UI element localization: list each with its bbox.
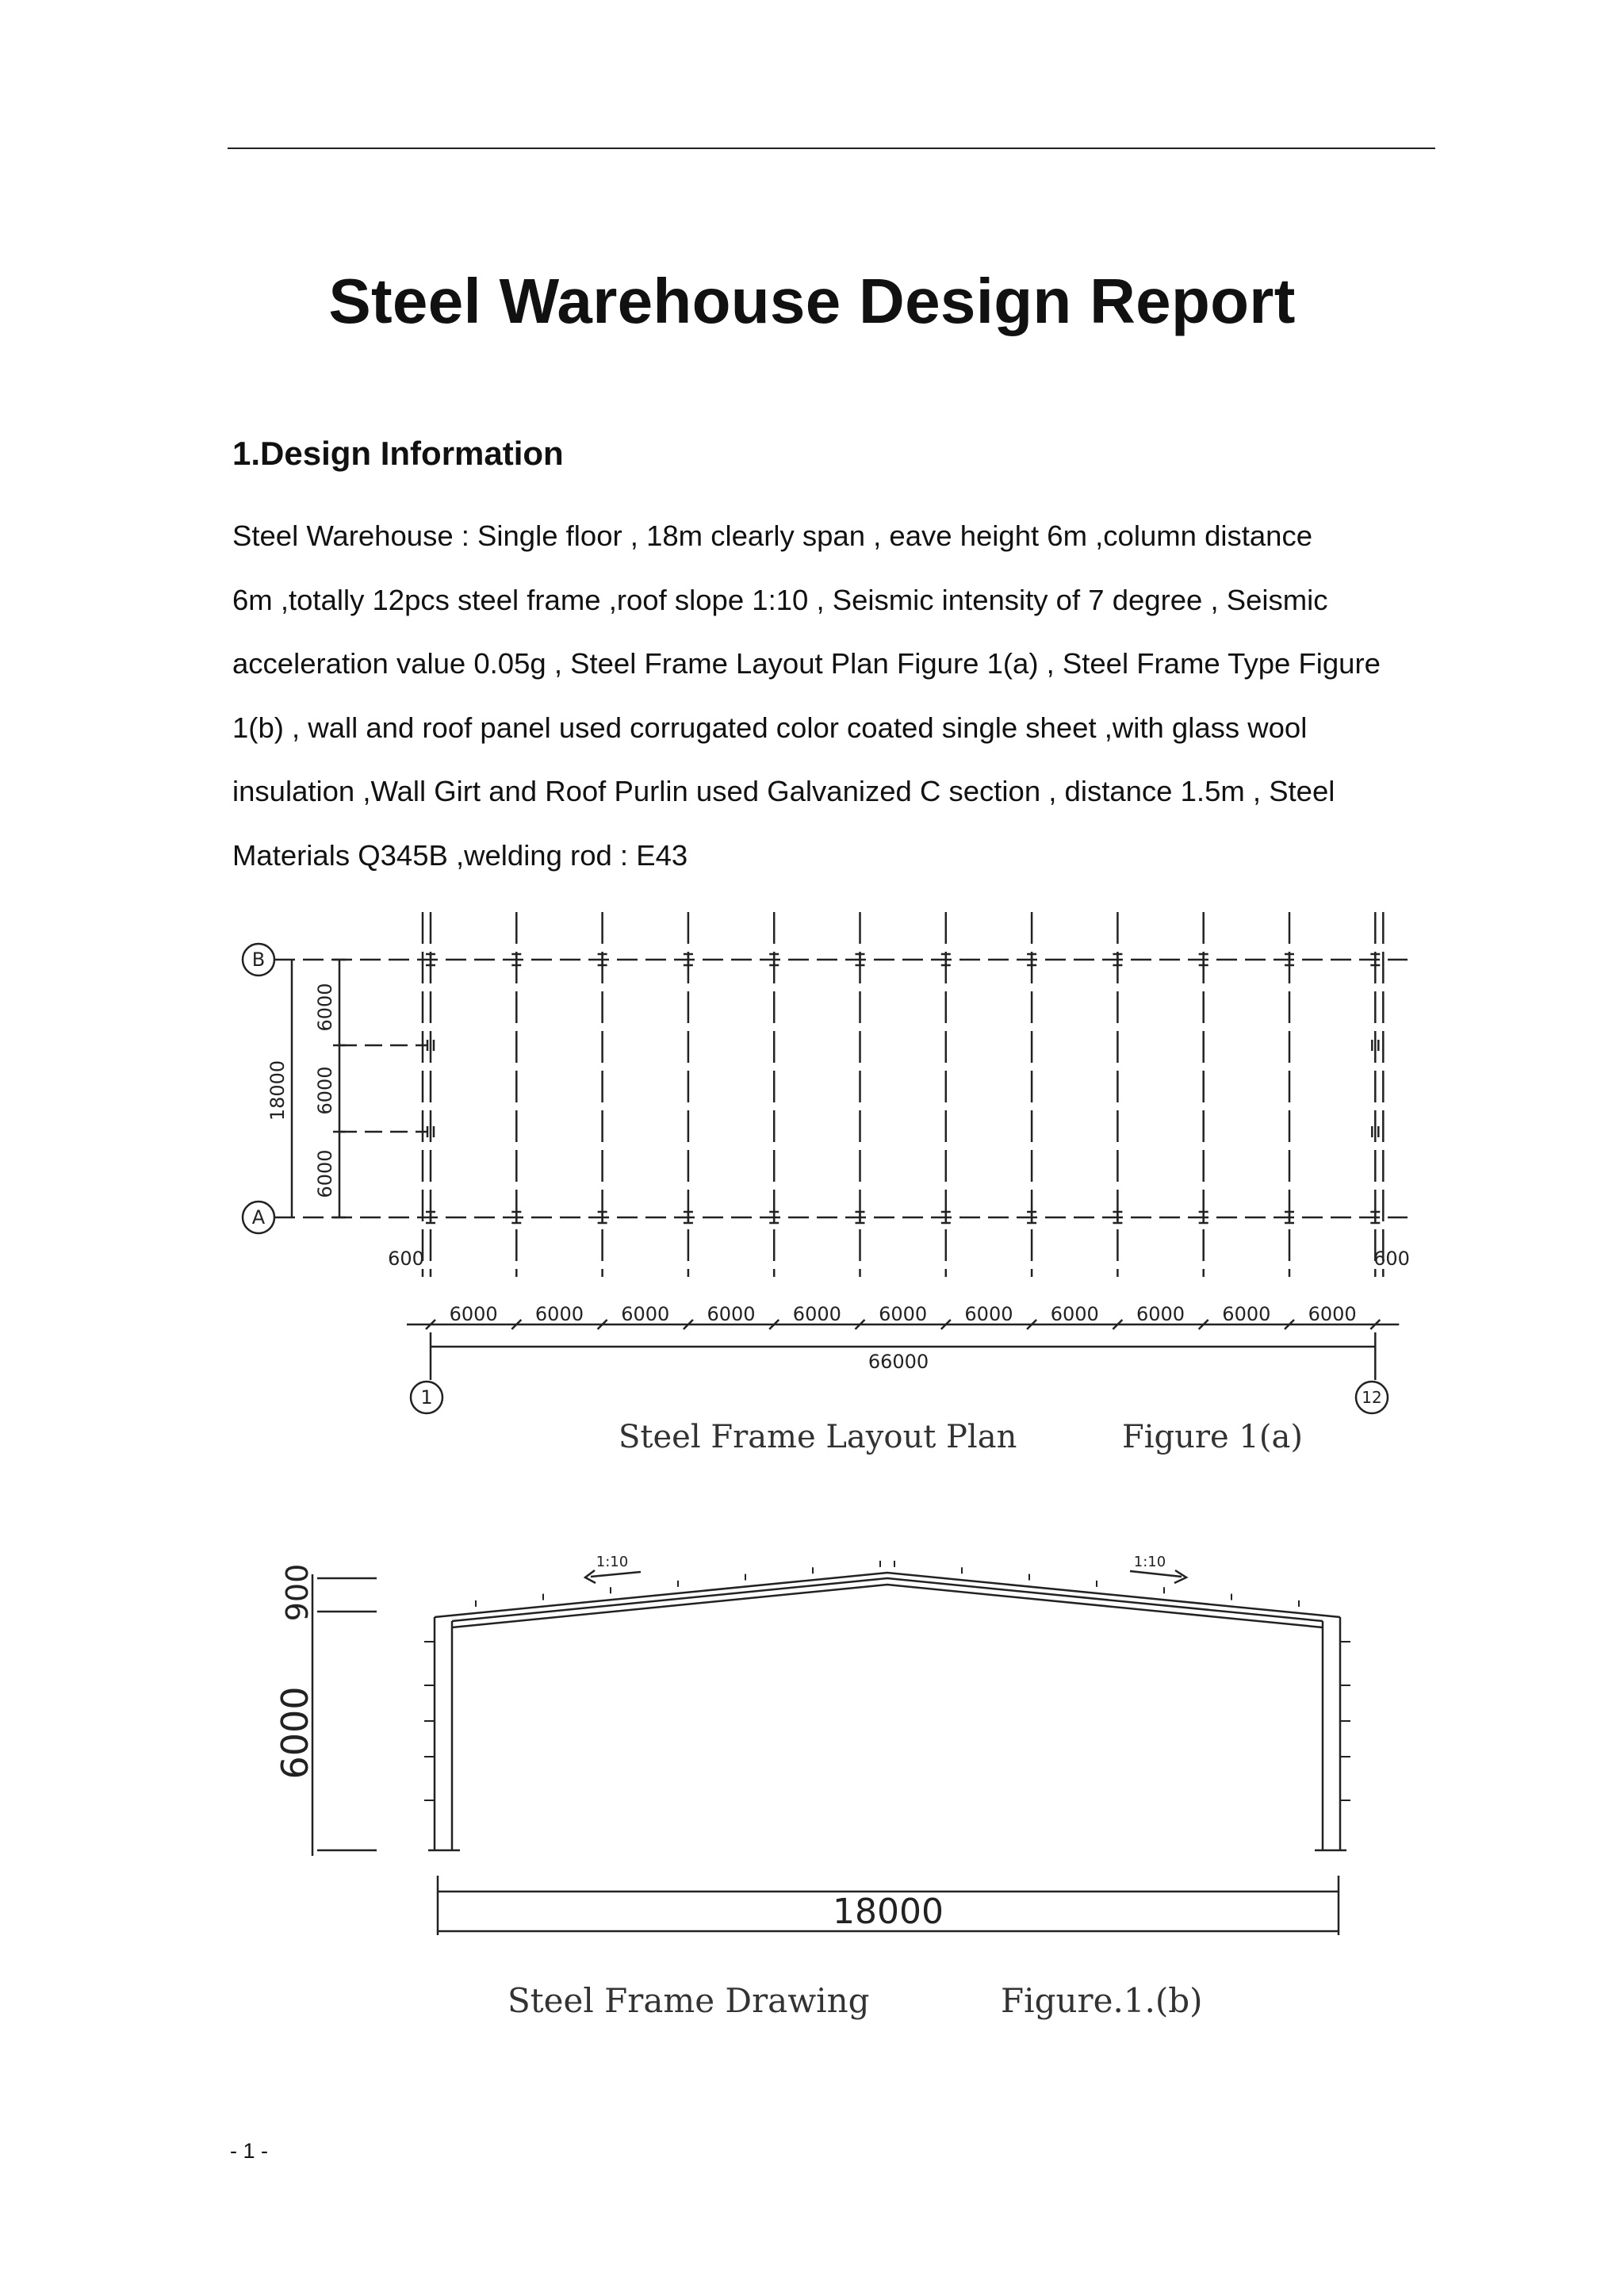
paragraph-line: acceleration value 0.05g , Steel Frame Layout Plan Figure 1(a) , Steel Frame Type Figure <box>232 647 1381 680</box>
dim-bay: 6000 <box>534 1303 584 1325</box>
design-info-paragraph <box>232 504 1438 887</box>
dim-bay: 6000 <box>449 1303 498 1325</box>
frame-drawing <box>262 1539 1396 2030</box>
paragraph-line: Materials Q345B ,welding rod : E43 <box>232 838 688 872</box>
dim-span-part: 6000 <box>314 983 336 1032</box>
axis-label-A: A <box>251 1206 266 1228</box>
dim-bay: 6000 <box>879 1303 928 1325</box>
figure-frame-drawing <box>262 1539 1396 2030</box>
dim-end-offset-left: 600 <box>388 1248 424 1270</box>
paragraph-line: Steel Warehouse : Single floor , 18m clearly span , eave height 6m ,column distance <box>232 519 1313 552</box>
frame-drawing-figure-label: Figure.1.(b) <box>1001 1981 1203 2020</box>
section-heading: 1.Design Information <box>232 435 564 472</box>
dim-roof-rise: 900 <box>280 1563 315 1622</box>
slope-label-right: 1:10 <box>1133 1554 1166 1570</box>
figure-layout-plan <box>230 904 1419 1459</box>
layout-plan-drawing <box>230 904 1419 1459</box>
dim-bay: 6000 <box>621 1303 670 1325</box>
dim-overall-length: 66000 <box>868 1351 929 1373</box>
dim-span-part: 6000 <box>314 1066 336 1115</box>
dim-bay: 6000 <box>964 1303 1013 1325</box>
dim-span-total: 18000 <box>266 1060 289 1121</box>
dim-end-offset-right: 600 <box>1373 1248 1410 1270</box>
dim-span-part: 6000 <box>314 1149 336 1198</box>
document-title: Steel Warehouse Design Report <box>328 266 1296 336</box>
axis-label-1: 1 <box>420 1386 433 1409</box>
dim-bay: 6000 <box>792 1303 841 1325</box>
dim-bay: 6000 <box>707 1303 756 1325</box>
paragraph-line: insulation ,Wall Girt and Roof Purlin used Galvanized C section , distance 1.5m , Steel <box>232 775 1335 807</box>
layout-plan-caption: Steel Frame Layout Plan <box>619 1419 1017 1455</box>
dim-bay: 6000 <box>1136 1303 1185 1325</box>
dim-eave-height: 6000 <box>274 1686 316 1780</box>
axis-label-B: B <box>251 949 266 971</box>
dim-span: 18000 <box>833 1892 944 1932</box>
layout-plan-figure-label: Figure 1(a) <box>1122 1419 1303 1455</box>
dim-bay: 6000 <box>1222 1303 1271 1325</box>
header-rule <box>228 148 1435 149</box>
axis-label-12: 12 <box>1362 1388 1382 1407</box>
paragraph-line: 6m ,totally 12pcs steel frame ,roof slope 1:10 , Seismic intensity of 7 degree , Seismic <box>232 583 1328 616</box>
paragraph-line: 1(b) , wall and roof panel used corrugated color coated single sheet ,with glass wool <box>232 711 1308 744</box>
dim-bay: 6000 <box>1308 1303 1357 1325</box>
dim-bay: 6000 <box>1050 1303 1099 1325</box>
slope-label-left: 1:10 <box>596 1554 629 1570</box>
page-number: - 1 - <box>230 2139 269 2163</box>
frame-drawing-caption: Steel Frame Drawing <box>508 1981 870 2020</box>
